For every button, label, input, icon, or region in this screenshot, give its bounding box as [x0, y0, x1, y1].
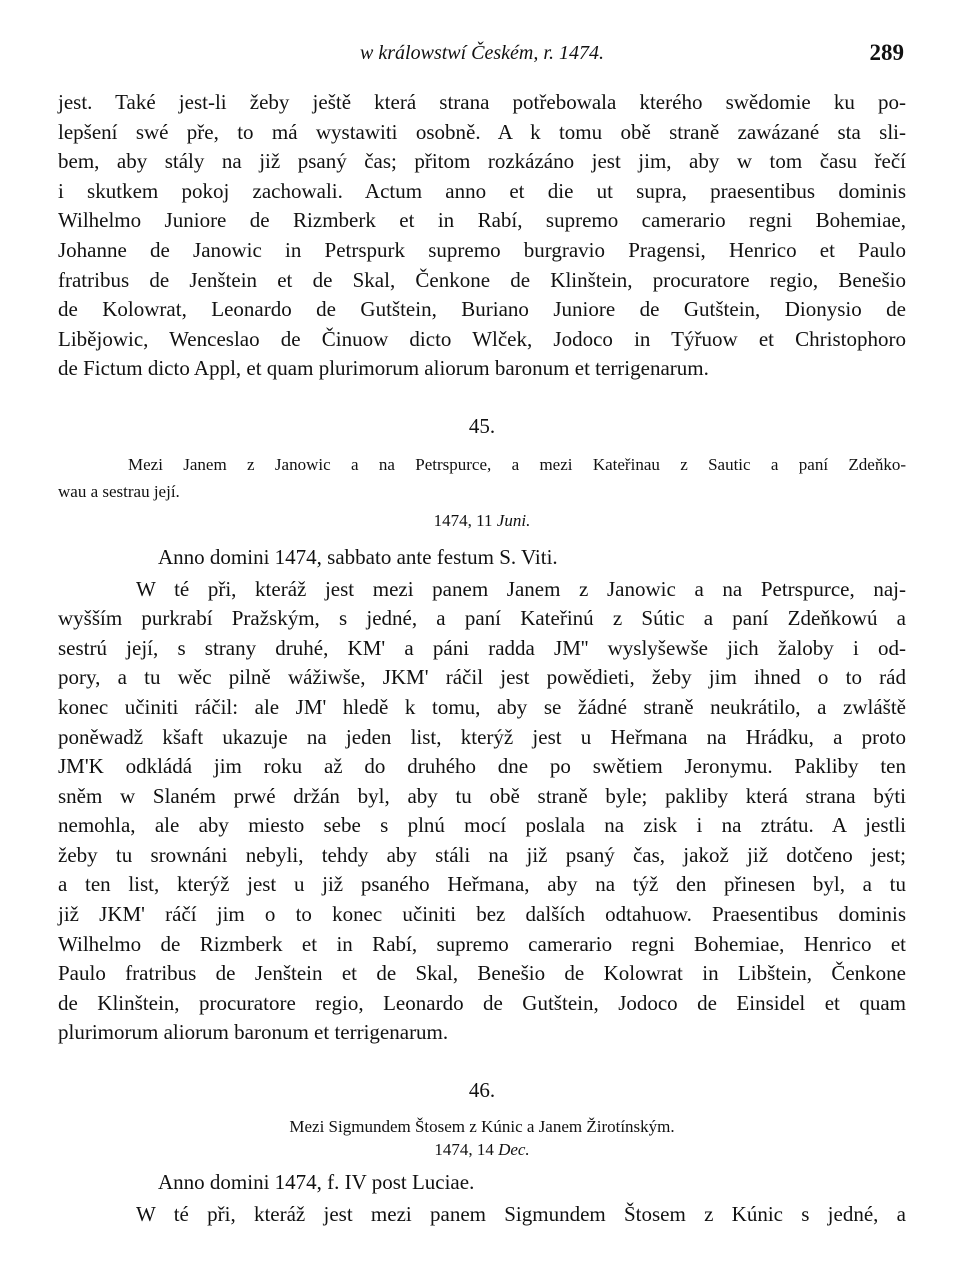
text-line: nemohla, ale aby miesto sebe s plnú mocí poslala na zisk i na ztrátu. A jestli [58, 813, 906, 838]
document-date-46 [58, 1140, 906, 1160]
document-number-46: 46. [468, 1078, 496, 1103]
text-line: sněm w Slaném prwé držán byl, aby tu obě straně byle; pakliby která strana býti [58, 783, 906, 808]
date-month: Dec. [498, 1140, 530, 1160]
summary-line: wau a sestrau její. [58, 481, 180, 501]
page-number: 289 [869, 40, 904, 65]
date-year: 1474, 14 [434, 1140, 494, 1160]
text-line: wyšším purkrabí Pražským, s jedné, a paní Kateřinú z Sútic a paní Zdeňkowú a [58, 606, 906, 631]
summary-line: Mezi Sigmundem Štosem z Kúnic a Janem Žirotínským. [289, 1117, 675, 1137]
text-line: Johanne de Janowic in Petrspurk supremo burgravio Pragensi, Henrico et Paulo [58, 237, 906, 262]
text-line: bem, aby stály na již psaný čas; přitom rozkázáno jest jim, aby w tom času řečí [58, 149, 906, 174]
running-title: w králowstwí Českém, r. 1474. [360, 42, 604, 64]
text-line: Paulo fratribus de Jenštein et de Skal, Benešio de Kolowrat in Libštein, Čenkone [58, 961, 906, 986]
document-body-46 [58, 1200, 906, 1230]
text-line: de Klinštein, procuratore regio, Leonardo de Gutštein, Jodoco de Einsidel et quam [58, 990, 906, 1015]
text-line: fratribus de Jenštein et de Skal, Čenkone de Klinštein, procuratore regio, Benešio [58, 267, 906, 292]
text-line: plurimorum aliorum baronum et terrigenarum. [58, 1020, 449, 1045]
document-page [58, 40, 906, 1229]
text-line: JM'K odkládá jim roku až do druhého dne po swětiem Jeronymu. Pakliby ten [58, 754, 906, 779]
document-body-45 [58, 575, 906, 1049]
text-line: a ten list, kterýž jest u již psaného Heřmana, aby na týž den přinesen byl, a tu [58, 872, 906, 897]
text-line: Libějowic, Wenceslao de Činuow dicto Wlček, Jodoco in Týřuow et Christophoro [58, 326, 906, 351]
text-line: pory, a tu wěc pilně wážiwše, JKM' ráčil jest powědieti, žeby jim ihned o to rád [58, 665, 906, 690]
running-head [58, 40, 906, 80]
document-summary-45 [58, 451, 906, 505]
text-line: Wilhelmo de Rizmberk et in Rabí, supremo camerario regni Bohemiae, Henrico et [58, 931, 906, 956]
text-line: Anno domini 1474, f. IV post Luciae. [158, 1170, 475, 1195]
text-line: W té při, kteráž jest mezi panem Janem z Janowic a na Petrspurce, naj- [136, 576, 906, 601]
opening-line-46 [58, 1168, 906, 1198]
text-line: jest. Také jest-li žeby ještě která strana potřebowala kterého swědomie ku po- [58, 90, 906, 114]
text-line: lepšení swé pře, to má wystawiti osobně. A k tomu obě straně zawázané sta sli- [58, 119, 906, 144]
continuation-paragraph [58, 88, 906, 384]
document-summary-46 [58, 1113, 906, 1140]
text-line: sestrú její, s strany druhé, KM' a páni radda JM'' wyslyšewše jich žaloby i od- [58, 635, 906, 660]
text-line: W té při, kteráž jest mezi panem Sigmundem Štosem z Kúnic s jedné, a [136, 1201, 906, 1226]
document-number-45: 45. [468, 413, 496, 438]
text-line: již JKM' ráčí jim o to konec učiniti bez dalších odtahuow. Praesentibus dominis [58, 902, 906, 927]
opening-line-45 [58, 543, 906, 573]
summary-line: Mezi Janem z Janowic a na Petrspurce, a mezi Kateřinau z Sautic a paní Zdeňko- [128, 454, 906, 474]
document-date-45 [58, 511, 906, 531]
date-year: 1474, 11 [433, 510, 493, 530]
text-line: žeby tu srownáni nebyli, tehdy aby stáli na již psaný čas, jakož již dotčeno jest; [58, 842, 906, 867]
text-line: de Fictum dicto Appl, et quam plurimorum aliorum baronum et terrigenarum. [58, 356, 709, 381]
date-month: Juni. [496, 510, 531, 530]
text-line: Wilhelmo Juniore de Rizmberk et in Rabí, supremo camerario regni Bohemiae, [58, 208, 906, 233]
text-line: poněwadž kšaft ukazuje na jeden list, kterýž jest u Heřmana na Hrádku, a proto [58, 724, 906, 749]
text-line: konec učiniti ráčil: ale JM' hledě k tomu, aby se žádné straně neukrátilo, a zwláště [58, 694, 906, 719]
text-line: Anno domini 1474, sabbato ante festum S. Viti. [158, 544, 558, 569]
text-line: i skutkem pokoj zachowali. Actum anno et die ut supra, praesentibus dominis [58, 178, 906, 203]
text-line: de Kolowrat, Leonardo de Gutštein, Buriano Juniore de Gutštein, Dionysio de [58, 297, 906, 322]
